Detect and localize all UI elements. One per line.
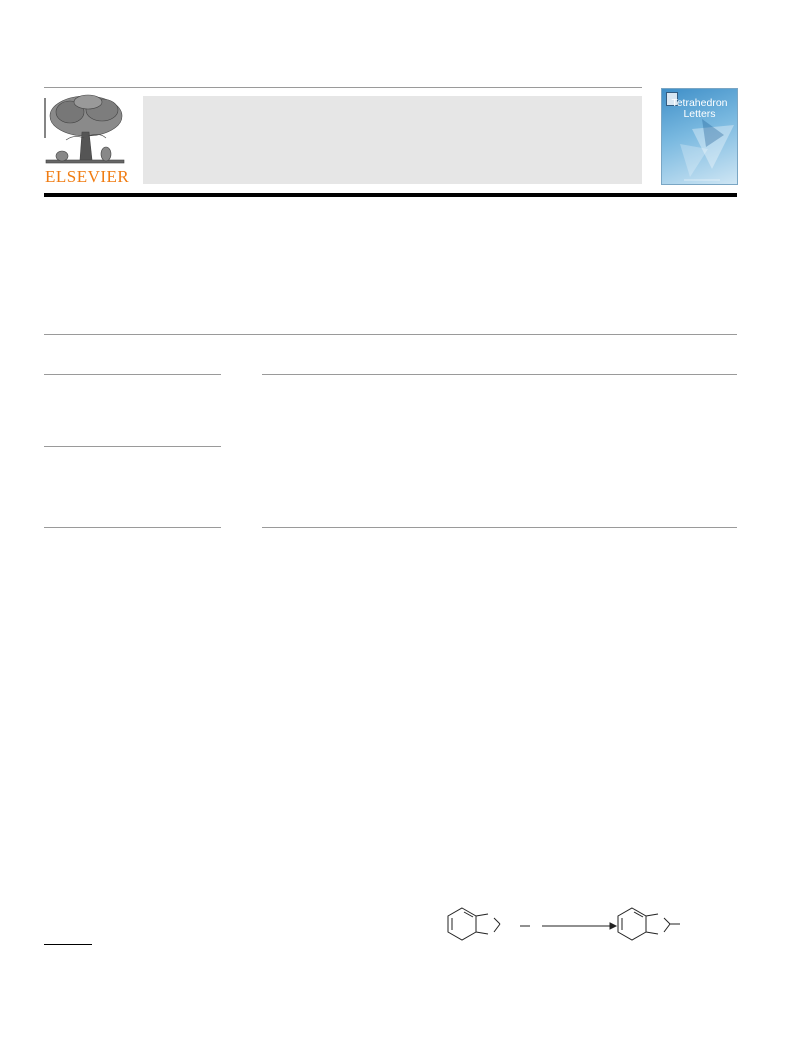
abstract-rule-bottom — [262, 527, 737, 528]
header-top-rule — [44, 87, 642, 88]
abstract-rule-top — [262, 374, 737, 375]
header-bottom-rule — [44, 193, 737, 197]
elsevier-wordmark: ELSEVIER — [45, 167, 130, 186]
elsevier-tree-icon — [44, 94, 126, 168]
reaction-scheme — [440, 902, 690, 952]
footnote-rule — [44, 944, 92, 945]
journal-cover-image — [661, 88, 738, 185]
product-fused-ring — [646, 914, 658, 916]
title-block-rule — [44, 334, 737, 335]
cover-title: Tetrahedron Letters — [671, 97, 728, 120]
reactant-fused-ring — [476, 914, 488, 916]
article-info-rule-bottom — [44, 527, 221, 528]
journal-banner — [143, 96, 642, 184]
article-info-rule-top — [44, 374, 221, 375]
elsevier-logo — [44, 94, 130, 186]
cover-shard-graphic — [662, 89, 737, 184]
article-info-rule-mid — [44, 446, 221, 447]
